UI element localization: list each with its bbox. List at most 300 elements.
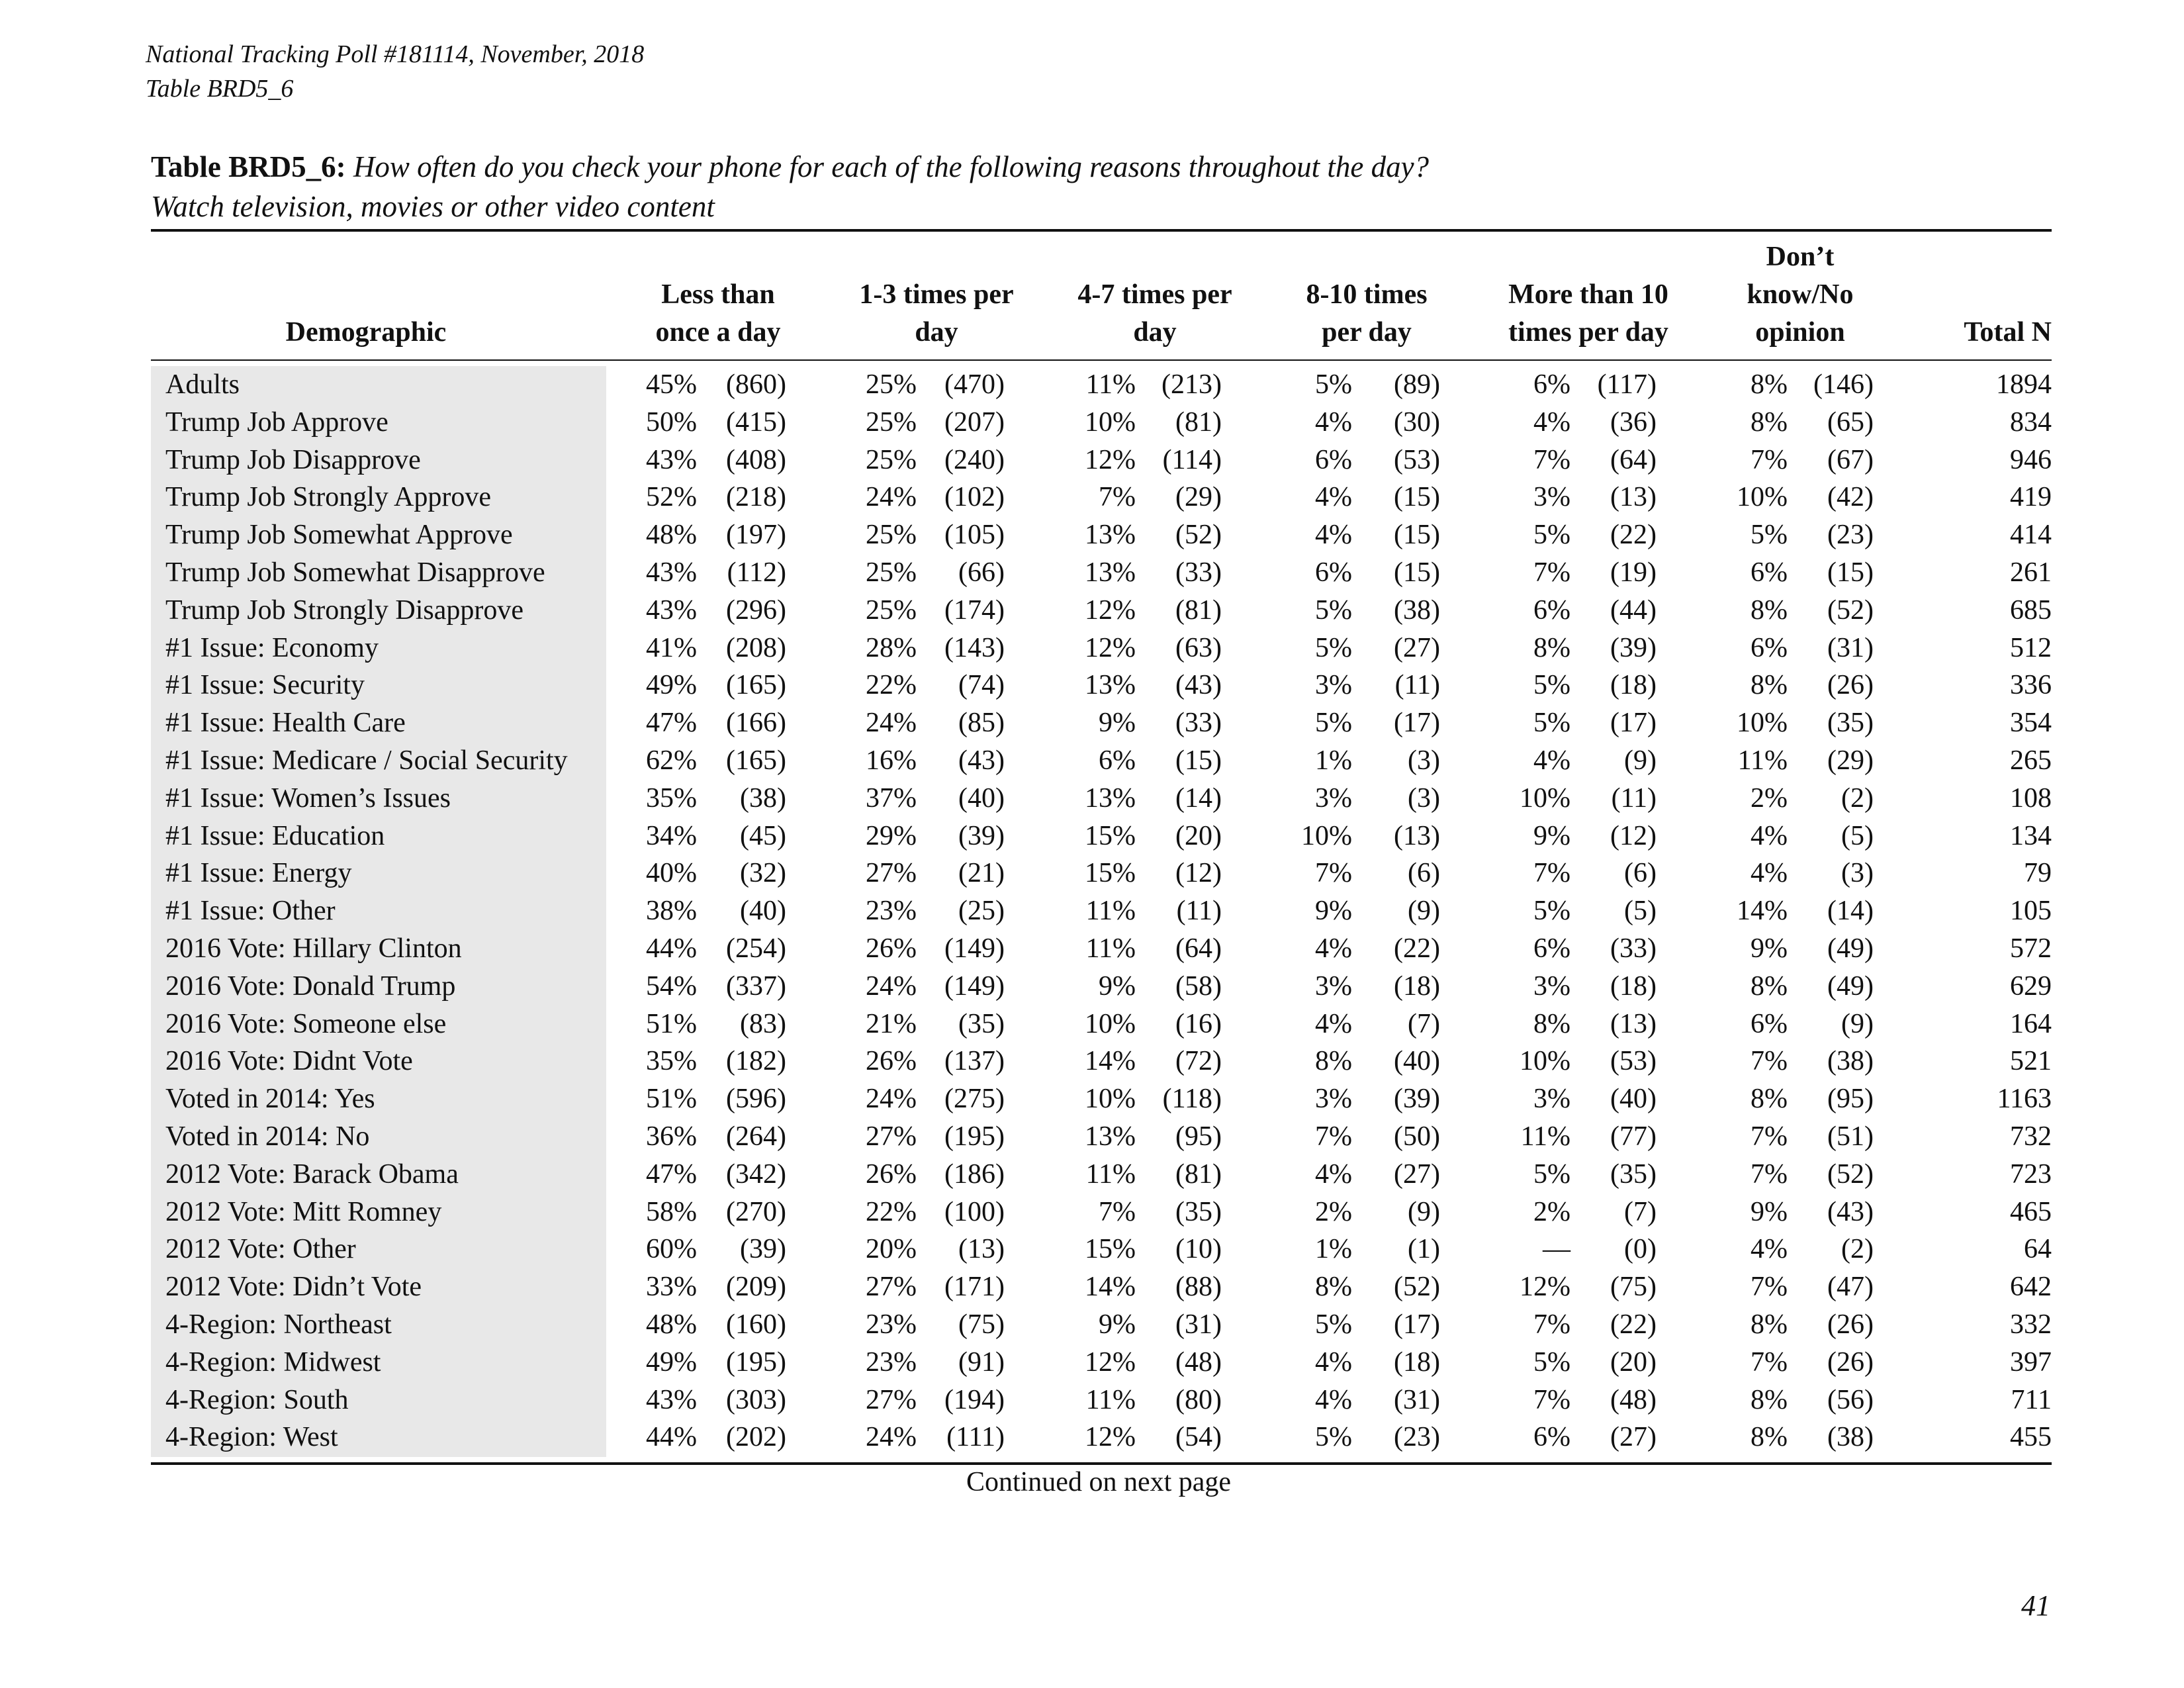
count-cell: (15) <box>1175 745 1222 776</box>
count-cell: (52) <box>1175 520 1222 551</box>
percent-cell: 12% <box>1085 444 1136 475</box>
percent-cell: 26% <box>866 933 917 964</box>
percent-cell: 10% <box>1301 820 1352 851</box>
count-cell: (860) <box>726 369 786 400</box>
percent-cell: 8% <box>1751 406 1788 438</box>
percent-cell: 5% <box>1315 708 1352 739</box>
caption-question: How often do you check your phone for each of the following reasons throughout the day? <box>353 150 1430 183</box>
row-label: Trump Job Strongly Disapprove <box>165 594 523 626</box>
count-cell: (182) <box>726 1046 786 1077</box>
col-header-line: opinion <box>1755 317 1845 348</box>
percent-cell: 8% <box>1751 970 1788 1002</box>
count-cell: (9) <box>1408 1196 1440 1227</box>
percent-cell: 9% <box>1315 896 1352 927</box>
total-cell: 465 <box>2010 1196 2052 1227</box>
col-header-line: 4-7 times per <box>1077 279 1232 310</box>
count-cell: (171) <box>944 1272 1005 1303</box>
percent-cell: 12% <box>1085 1422 1136 1453</box>
percent-cell: 27% <box>866 1272 917 1303</box>
percent-cell: 48% <box>646 1309 697 1340</box>
percent-cell: 24% <box>866 708 917 739</box>
percent-cell: 8% <box>1751 369 1788 400</box>
table-row <box>151 479 2052 516</box>
table-row <box>151 892 2052 930</box>
table-row <box>151 630 2052 667</box>
count-cell: (35) <box>958 1008 1005 1039</box>
percent-cell: 49% <box>646 1346 697 1378</box>
count-cell: (27) <box>1610 1422 1657 1453</box>
count-cell: (146) <box>1813 369 1874 400</box>
row-label: 2016 Vote: Hillary Clinton <box>165 933 462 964</box>
count-cell: (75) <box>958 1309 1005 1340</box>
percent-cell: 9% <box>1099 708 1136 739</box>
row-label: 2012 Vote: Barack Obama <box>165 1158 459 1190</box>
percent-cell: 9% <box>1099 970 1136 1002</box>
table-row <box>151 1419 2052 1456</box>
count-cell: (0) <box>1624 1234 1657 1265</box>
row-label: #1 Issue: Health Care <box>165 708 406 739</box>
percent-cell: 7% <box>1533 557 1570 588</box>
count-cell: (18) <box>1394 1346 1440 1378</box>
percent-cell: 35% <box>646 782 697 814</box>
percent-cell: 7% <box>1751 1121 1788 1152</box>
table-row <box>151 855 2052 892</box>
percent-cell: 11% <box>1085 933 1136 964</box>
count-cell: (19) <box>1610 557 1657 588</box>
total-cell: 642 <box>2010 1272 2052 1303</box>
table-row <box>151 1382 2052 1419</box>
percent-cell: 22% <box>866 670 917 701</box>
percent-cell: 10% <box>1085 1008 1136 1039</box>
percent-cell: 5% <box>1533 1346 1570 1378</box>
percent-cell: 7% <box>1099 1196 1136 1227</box>
percent-cell: 33% <box>646 1272 697 1303</box>
percent-cell: 5% <box>1315 1309 1352 1340</box>
percent-cell: 9% <box>1099 1309 1136 1340</box>
count-cell: (51) <box>1827 1121 1874 1152</box>
percent-cell: 5% <box>1533 520 1570 551</box>
count-cell: (195) <box>944 1121 1005 1152</box>
count-cell: (48) <box>1610 1384 1657 1415</box>
count-cell: (5) <box>1624 896 1657 927</box>
continued-note: Continued on next page <box>966 1467 1232 1497</box>
percent-cell: 4% <box>1533 406 1570 438</box>
percent-cell: 7% <box>1315 858 1352 889</box>
total-cell: 336 <box>2010 670 2052 701</box>
total-cell: 354 <box>2010 708 2052 739</box>
count-cell: (32) <box>740 858 786 889</box>
percent-cell: 8% <box>1751 1422 1788 1453</box>
col-header-line: 8-10 times <box>1306 279 1428 310</box>
percent-cell: 12% <box>1085 632 1136 663</box>
percent-cell: 6% <box>1315 557 1352 588</box>
table-row <box>151 780 2052 818</box>
count-cell: (81) <box>1175 594 1222 626</box>
count-cell: (29) <box>1827 745 1874 776</box>
percent-cell: 2% <box>1533 1196 1570 1227</box>
count-cell: (11) <box>1176 896 1222 927</box>
count-cell: (160) <box>726 1309 786 1340</box>
percent-cell: 62% <box>646 745 697 776</box>
percent-cell: 5% <box>1315 1422 1352 1453</box>
total-cell: 685 <box>2010 594 2052 626</box>
count-cell: (26) <box>1827 670 1874 701</box>
percent-cell: 9% <box>1751 933 1788 964</box>
col-header-line: 1-3 times per <box>859 279 1014 310</box>
count-cell: (17) <box>1394 708 1440 739</box>
col-header-demographic: Demographic <box>285 317 447 348</box>
percent-cell: 27% <box>866 858 917 889</box>
table-row <box>151 818 2052 855</box>
percent-cell: 6% <box>1533 933 1570 964</box>
percent-cell: 16% <box>866 745 917 776</box>
percent-cell: 12% <box>1085 594 1136 626</box>
percent-cell: 4% <box>1315 1346 1352 1378</box>
count-cell: (20) <box>1610 1346 1657 1378</box>
percent-cell: 11% <box>1085 1158 1136 1190</box>
count-cell: (58) <box>1175 970 1222 1002</box>
count-cell: (89) <box>1394 369 1440 400</box>
count-cell: (14) <box>1827 896 1874 927</box>
count-cell: (13) <box>958 1234 1005 1265</box>
count-cell: (23) <box>1827 520 1874 551</box>
count-cell: (53) <box>1394 444 1440 475</box>
row-label: 2016 Vote: Donald Trump <box>165 970 456 1002</box>
percent-cell: 14% <box>1085 1272 1136 1303</box>
count-cell: (14) <box>1175 782 1222 814</box>
count-cell: (64) <box>1610 444 1657 475</box>
count-cell: (91) <box>958 1346 1005 1378</box>
percent-cell: 8% <box>1533 1008 1570 1039</box>
count-cell: (2) <box>1841 782 1874 814</box>
count-cell: (264) <box>726 1121 786 1152</box>
count-cell: (40) <box>1394 1046 1440 1077</box>
count-cell: (1) <box>1408 1234 1440 1265</box>
count-cell: (26) <box>1827 1309 1874 1340</box>
percent-cell: 14% <box>1085 1046 1136 1077</box>
count-cell: (111) <box>946 1422 1005 1453</box>
percent-cell: 23% <box>866 1309 917 1340</box>
count-cell: (29) <box>1175 482 1222 513</box>
total-cell: 834 <box>2010 406 2052 438</box>
percent-cell: 6% <box>1533 1422 1570 1453</box>
count-cell: (22) <box>1394 933 1440 964</box>
percent-cell: 11% <box>1085 369 1136 400</box>
row-label: 2016 Vote: Someone else <box>165 1008 447 1039</box>
count-cell: (218) <box>726 482 786 513</box>
count-cell: (11) <box>1611 782 1657 814</box>
percent-cell: 27% <box>866 1121 917 1152</box>
count-cell: (38) <box>740 782 786 814</box>
count-cell: (143) <box>944 632 1005 663</box>
table-row <box>151 404 2052 442</box>
count-cell: (112) <box>727 557 786 588</box>
percent-cell: 27% <box>866 1384 917 1415</box>
percent-cell: 7% <box>1751 1272 1788 1303</box>
percent-cell: 43% <box>646 444 697 475</box>
table-row <box>151 968 2052 1006</box>
count-cell: (240) <box>944 444 1005 475</box>
count-cell: (18) <box>1610 670 1657 701</box>
percent-cell: 5% <box>1533 1158 1570 1190</box>
percent-cell: 25% <box>866 557 917 588</box>
row-label: #1 Issue: Women’s Issues <box>165 782 451 814</box>
percent-cell: 4% <box>1751 858 1788 889</box>
count-cell: (209) <box>726 1272 786 1303</box>
percent-cell: 20% <box>866 1234 917 1265</box>
row-label: Voted in 2014: Yes <box>165 1084 375 1115</box>
count-cell: (33) <box>1610 933 1657 964</box>
percent-cell: 3% <box>1533 482 1570 513</box>
table-row <box>151 930 2052 968</box>
percent-cell: 3% <box>1315 670 1352 701</box>
count-cell: (75) <box>1610 1272 1657 1303</box>
percent-cell: 49% <box>646 670 697 701</box>
col-header-line: day <box>1133 317 1177 348</box>
table-row <box>151 554 2052 592</box>
count-cell: (63) <box>1175 632 1222 663</box>
row-label: Trump Job Disapprove <box>165 444 421 475</box>
col-header-4-7-times <box>1052 276 1257 352</box>
count-cell: (33) <box>1175 557 1222 588</box>
col-header-8-10-times <box>1271 276 1463 352</box>
row-label: 4-Region: South <box>165 1384 349 1415</box>
percent-cell: 10% <box>1085 406 1136 438</box>
percent-cell: 47% <box>646 708 697 739</box>
percent-cell: 51% <box>646 1008 697 1039</box>
count-cell: (13) <box>1610 482 1657 513</box>
percent-cell: 43% <box>646 557 697 588</box>
count-cell: (296) <box>726 594 786 626</box>
count-cell: (43) <box>1827 1196 1874 1227</box>
percent-cell: 22% <box>866 1196 917 1227</box>
percent-cell: 4% <box>1315 520 1352 551</box>
percent-cell: 10% <box>1085 1084 1136 1115</box>
percent-cell: 6% <box>1751 1008 1788 1039</box>
count-cell: (35) <box>1175 1196 1222 1227</box>
count-cell: (2) <box>1841 1234 1874 1265</box>
col-header-1-3-times <box>834 276 1039 352</box>
count-cell: (31) <box>1827 632 1874 663</box>
count-cell: (15) <box>1394 520 1440 551</box>
count-cell: (3) <box>1408 782 1440 814</box>
count-cell: (16) <box>1175 1008 1222 1039</box>
count-cell: (80) <box>1175 1384 1222 1415</box>
caption-label: Table BRD5_6: <box>151 150 346 183</box>
percent-cell: 5% <box>1533 896 1570 927</box>
count-cell: (208) <box>726 632 786 663</box>
count-cell: (174) <box>944 594 1005 626</box>
row-label: #1 Issue: Education <box>165 820 385 851</box>
table-row <box>151 742 2052 780</box>
total-cell: 332 <box>2010 1309 2052 1340</box>
row-label: Trump Job Somewhat Approve <box>165 520 513 551</box>
count-cell: (118) <box>1162 1084 1222 1115</box>
percent-cell: 26% <box>866 1158 917 1190</box>
count-cell: (44) <box>1610 594 1657 626</box>
count-cell: (7) <box>1408 1008 1440 1039</box>
header-rule <box>151 359 2052 361</box>
count-cell: (7) <box>1624 1196 1657 1227</box>
percent-cell: 51% <box>646 1084 697 1115</box>
count-cell: (27) <box>1394 1158 1440 1190</box>
count-cell: (195) <box>726 1346 786 1378</box>
total-cell: 711 <box>2011 1384 2052 1415</box>
count-cell: (85) <box>958 708 1005 739</box>
row-label: Trump Job Strongly Approve <box>165 482 492 513</box>
count-cell: (18) <box>1394 970 1440 1002</box>
percent-cell: 2% <box>1751 782 1788 814</box>
count-cell: (3) <box>1841 858 1874 889</box>
percent-cell: 13% <box>1085 1121 1136 1152</box>
table-row <box>151 1006 2052 1043</box>
count-cell: (17) <box>1394 1309 1440 1340</box>
percent-cell: 35% <box>646 1046 697 1077</box>
percent-cell: 21% <box>866 1008 917 1039</box>
row-label: #1 Issue: Medicare / Social Security <box>165 745 568 776</box>
count-cell: (270) <box>726 1196 786 1227</box>
count-cell: (38) <box>1827 1046 1874 1077</box>
count-cell: (33) <box>1175 708 1222 739</box>
total-cell: 108 <box>2010 782 2052 814</box>
count-cell: (49) <box>1827 970 1874 1002</box>
percent-cell: 24% <box>866 1084 917 1115</box>
count-cell: (56) <box>1827 1384 1874 1415</box>
count-cell: (35) <box>1827 708 1874 739</box>
table-row <box>151 1156 2052 1194</box>
percent-cell: 5% <box>1533 670 1570 701</box>
table-row <box>151 1268 2052 1306</box>
count-cell: (40) <box>740 896 786 927</box>
percent-cell: 3% <box>1533 970 1570 1002</box>
percent-cell: 6% <box>1099 745 1136 776</box>
percent-cell: 4% <box>1315 1384 1352 1415</box>
percent-cell: 29% <box>866 820 917 851</box>
count-cell: (149) <box>944 933 1005 964</box>
percent-cell: 8% <box>1751 1309 1788 1340</box>
percent-cell: 9% <box>1533 820 1570 851</box>
total-cell: 397 <box>2010 1346 2052 1378</box>
table-body <box>151 366 2052 1456</box>
percent-cell: 4% <box>1315 1008 1352 1039</box>
count-cell: (470) <box>944 369 1005 400</box>
percent-cell: 60% <box>646 1234 697 1265</box>
count-cell: (31) <box>1175 1309 1222 1340</box>
percent-cell: 9% <box>1751 1196 1788 1227</box>
count-cell: (23) <box>1394 1422 1440 1453</box>
percent-cell: 8% <box>1751 1084 1788 1115</box>
caption-subtitle: Watch television, movies or other video content <box>151 190 715 223</box>
count-cell: (9) <box>1624 745 1657 776</box>
total-cell: 265 <box>2010 745 2052 776</box>
percent-cell: 4% <box>1533 745 1570 776</box>
col-header-total-n: Total N <box>1964 317 2052 348</box>
count-cell: (72) <box>1175 1046 1222 1077</box>
count-cell: (38) <box>1394 594 1440 626</box>
percent-cell: 10% <box>1737 708 1788 739</box>
percent-cell: 23% <box>866 896 917 927</box>
count-cell: (22) <box>1610 520 1657 551</box>
count-cell: (36) <box>1610 406 1657 438</box>
count-cell: (6) <box>1408 858 1440 889</box>
count-cell: (52) <box>1394 1272 1440 1303</box>
count-cell: (275) <box>944 1084 1005 1115</box>
percent-cell: 6% <box>1533 594 1570 626</box>
row-label: 2012 Vote: Mitt Romney <box>165 1196 442 1227</box>
percent-cell: 6% <box>1751 632 1788 663</box>
count-cell: (415) <box>726 406 786 438</box>
percent-cell: 8% <box>1751 1384 1788 1415</box>
total-cell: 419 <box>2010 482 2052 513</box>
count-cell: (22) <box>1610 1309 1657 1340</box>
percent-cell: 8% <box>1315 1046 1352 1077</box>
count-cell: (38) <box>1827 1422 1874 1453</box>
percent-cell: 6% <box>1315 444 1352 475</box>
percent-cell: 25% <box>866 369 917 400</box>
table-row <box>151 1194 2052 1231</box>
count-cell: (43) <box>1175 670 1222 701</box>
table-row <box>151 442 2052 479</box>
count-cell: (337) <box>726 970 786 1002</box>
row-label: 2012 Vote: Didn’t Vote <box>165 1272 422 1303</box>
percent-cell: 13% <box>1085 782 1136 814</box>
percent-cell: 4% <box>1315 933 1352 964</box>
percent-cell: 48% <box>646 520 697 551</box>
percent-cell: 5% <box>1315 369 1352 400</box>
table-row <box>151 592 2052 630</box>
count-cell: (303) <box>726 1384 786 1415</box>
table-row <box>151 1306 2052 1344</box>
col-header-line: per day <box>1322 317 1412 348</box>
count-cell: (42) <box>1827 482 1874 513</box>
percent-cell: 5% <box>1751 520 1788 551</box>
count-cell: (95) <box>1827 1084 1874 1115</box>
col-header-less-than-once <box>619 276 817 352</box>
percent-cell: 3% <box>1315 970 1352 1002</box>
count-cell: (27) <box>1394 632 1440 663</box>
row-label: #1 Issue: Other <box>165 896 336 927</box>
percent-cell: 37% <box>866 782 917 814</box>
count-cell: (30) <box>1394 406 1440 438</box>
count-cell: (65) <box>1827 406 1874 438</box>
col-header-line: More than 10 <box>1508 279 1668 310</box>
count-cell: (186) <box>944 1158 1005 1190</box>
row-label: Adults <box>165 369 240 400</box>
count-cell: (3) <box>1408 745 1440 776</box>
table-top-rule <box>151 229 2052 232</box>
count-cell: (39) <box>1394 1084 1440 1115</box>
count-cell: (6) <box>1624 858 1657 889</box>
count-cell: (15) <box>1394 482 1440 513</box>
total-cell: 946 <box>2010 444 2052 475</box>
total-cell: 512 <box>2010 632 2052 663</box>
count-cell: (17) <box>1610 708 1657 739</box>
count-cell: (43) <box>958 745 1005 776</box>
row-label: #1 Issue: Security <box>165 670 365 701</box>
count-cell: (596) <box>726 1084 786 1115</box>
count-cell: (100) <box>944 1196 1005 1227</box>
total-cell: 521 <box>2010 1046 2052 1077</box>
percent-cell: 54% <box>646 970 697 1002</box>
total-cell: 79 <box>2024 858 2052 889</box>
row-label: Voted in 2014: No <box>165 1121 370 1152</box>
count-cell: (45) <box>740 820 786 851</box>
percent-cell: 3% <box>1315 782 1352 814</box>
col-header-line: times per day <box>1508 317 1668 348</box>
percent-cell: 47% <box>646 1158 697 1190</box>
percent-cell: 12% <box>1520 1272 1570 1303</box>
count-cell: (15) <box>1827 557 1874 588</box>
